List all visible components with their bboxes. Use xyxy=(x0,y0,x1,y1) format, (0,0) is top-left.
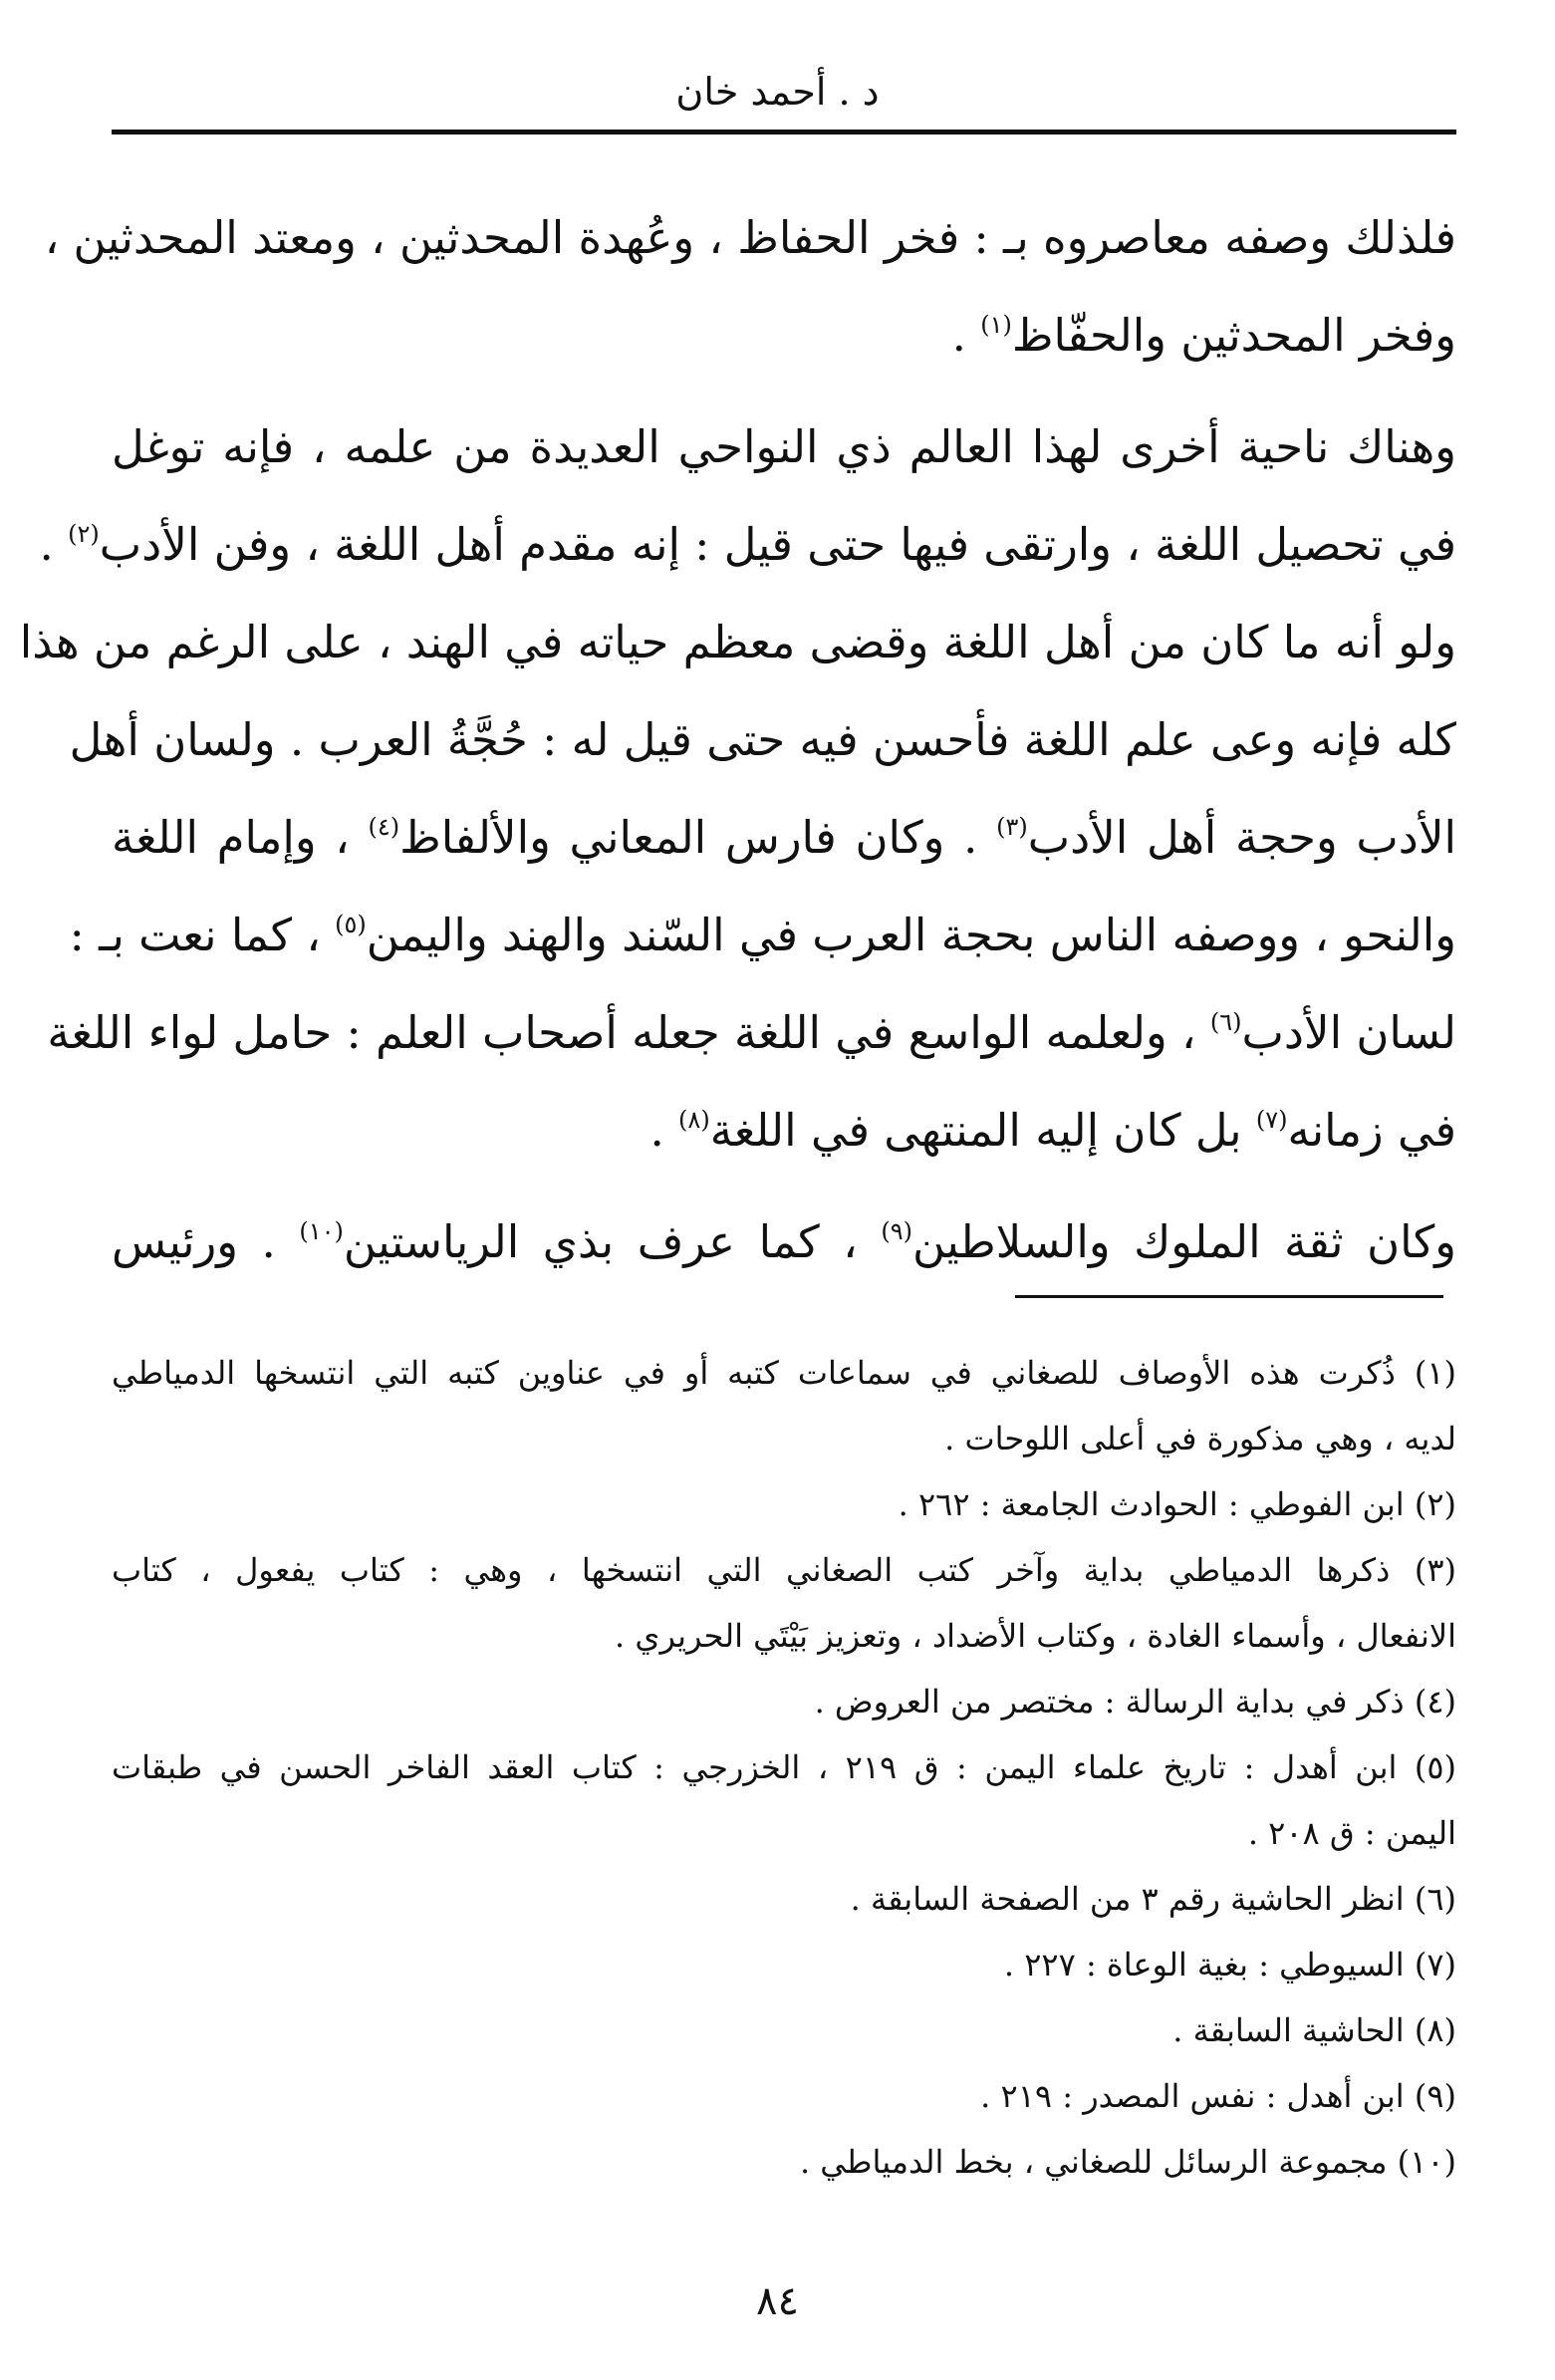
text-line: وهناك ناحية أخرى لهذا العالم ذي النواحي العديدة من علمه ، فإنه توغل xyxy=(112,420,1456,473)
text-segment: ، كما عرف بذي الرياستين xyxy=(343,1215,882,1268)
running-header: د . أحمد خان xyxy=(675,70,880,114)
footnote-ref: (١٠) xyxy=(299,1217,344,1245)
text-line xyxy=(39,496,1456,594)
paragraph-gap xyxy=(112,385,1456,398)
page-number: ٨٤ xyxy=(756,2278,799,2324)
paragraph-gap xyxy=(112,1180,1456,1193)
footnote-rule xyxy=(1015,1295,1443,1298)
text-line xyxy=(69,887,1456,984)
footnote-ref: (٧) xyxy=(1255,1106,1288,1134)
text-segment: . ورئيس xyxy=(112,1215,300,1268)
footnote-line: (٨) الحاشية السابقة . xyxy=(1172,2011,1456,2049)
text-line xyxy=(112,1082,1456,1180)
text-line: كله فإنه وعى علم اللغة فأحسن فيه حتى قيل له : حُجَّةُ العرب . ولسان أهل xyxy=(69,713,1456,766)
footnote-line: (٢) ابن الفوطي : الحوادث الجامعة : ٢٦٢ . xyxy=(898,1485,1456,1523)
text-segment: وفخر المحدثين والحفّاظ xyxy=(1011,309,1456,362)
text-line xyxy=(47,984,1456,1082)
text-segment: . xyxy=(649,1104,679,1157)
text-segment: الأدب وحجة أهل الأدب xyxy=(1027,811,1456,864)
footnote-line: لديه ، وهي مذكورة في أعلى اللوحات . xyxy=(944,1420,1456,1457)
text-segment: وكان ثقة الملوك والسلاطين xyxy=(911,1215,1456,1268)
text-segment: بل كان إليه المنتهى في اللغة xyxy=(709,1104,1256,1157)
text-line: فلذلك وصفه معاصروه بـ : فخر الحفاظ ، وعُهدة المحدثين ، ومعتد المحدثين ، xyxy=(44,211,1456,264)
text-segment: ، ولعلمه الواسع في اللغة جعله أصحاب العلم : حامل لواء اللغة xyxy=(47,1006,1210,1059)
footnote-line: (٣) ذكرها الدمياطي بداية وآخر كتب الصغاني التي انتسخها ، وهي : كتاب يفعول ، كتاب xyxy=(112,1551,1457,1589)
header-rule xyxy=(112,130,1456,134)
footnote-line: (٦) انظر الحاشية رقم ٣ من الصفحة السابقة . xyxy=(850,1880,1456,1918)
footnotes xyxy=(112,1340,1456,2195)
text-line xyxy=(112,789,1456,887)
text-segment: لسان الأدب xyxy=(1241,1006,1456,1059)
text-segment: . xyxy=(951,309,981,362)
footnote-line: (٤) ذكر في بداية الرسالة : مختصر من العروض . xyxy=(814,1683,1456,1720)
text-line xyxy=(112,1193,1456,1291)
text-segment: والنحو ، ووصفه الناس بحجة العرب في السّند والهند واليمن xyxy=(366,909,1456,961)
footnote-ref: (٦) xyxy=(1209,1008,1242,1036)
text-segment: . xyxy=(39,518,69,571)
footnote-line: (٩) ابن أهدل : نفس المصدر : ٢١٩ . xyxy=(980,2077,1456,2115)
text-line xyxy=(112,287,1456,385)
footnote-ref: (٢) xyxy=(68,520,100,548)
footnote-line: (٥) ابن أهدل : تاريخ علماء اليمن : ق ٢١٩ ، الخزرجي : كتاب العقد الفاخر الحسن في طبقات xyxy=(112,1748,1457,1786)
footnote-ref: (٩) xyxy=(881,1217,912,1245)
text-segment: . وكان فارس المعاني والألفاظ xyxy=(399,811,997,864)
text-segment: ، وإمام اللغة xyxy=(112,811,369,864)
main-text xyxy=(19,189,1456,1291)
footnote-ref: (٥) xyxy=(335,911,367,938)
footnote-line: اليمن : ق ٢٠٨ . xyxy=(1247,1814,1456,1852)
footnote-ref: (٤) xyxy=(368,813,400,841)
text-line: ولو أنه ما كان من أهل اللغة وقضى معظم حياته في الهند ، على الرغم من هذا xyxy=(19,616,1456,668)
text-segment: ، كما نعت بـ : xyxy=(69,909,336,961)
footnote-line: (١٠) مجموعة الرسائل للصغاني ، بخط الدمياطي . xyxy=(799,2143,1456,2181)
footnote-ref: (٨) xyxy=(678,1106,710,1134)
footnote-line: الانفعال ، وأسماء الغادة ، وكتاب الأضداد ، وتعزيز بَيْتَي الحريري . xyxy=(615,1617,1456,1655)
text-segment: في تحصيل اللغة ، وارتقى فيها حتى قيل : إنه مقدم أهل اللغة ، وفن الأدب xyxy=(99,518,1456,571)
footnote-ref: (١) xyxy=(980,311,1012,339)
footnote-line: (٧) السيوطي : بغية الوعاة : ٢٢٧ . xyxy=(1003,1946,1456,1983)
footnote-ref: (٣) xyxy=(996,813,1028,841)
text-segment: في زمانه xyxy=(1287,1104,1456,1157)
footnote-line: (١) ذُكرت هذه الأوصاف للصغاني في سماعات كتبه أو في عناوين كتبه التي انتسخها الدمياطي xyxy=(112,1354,1456,1392)
